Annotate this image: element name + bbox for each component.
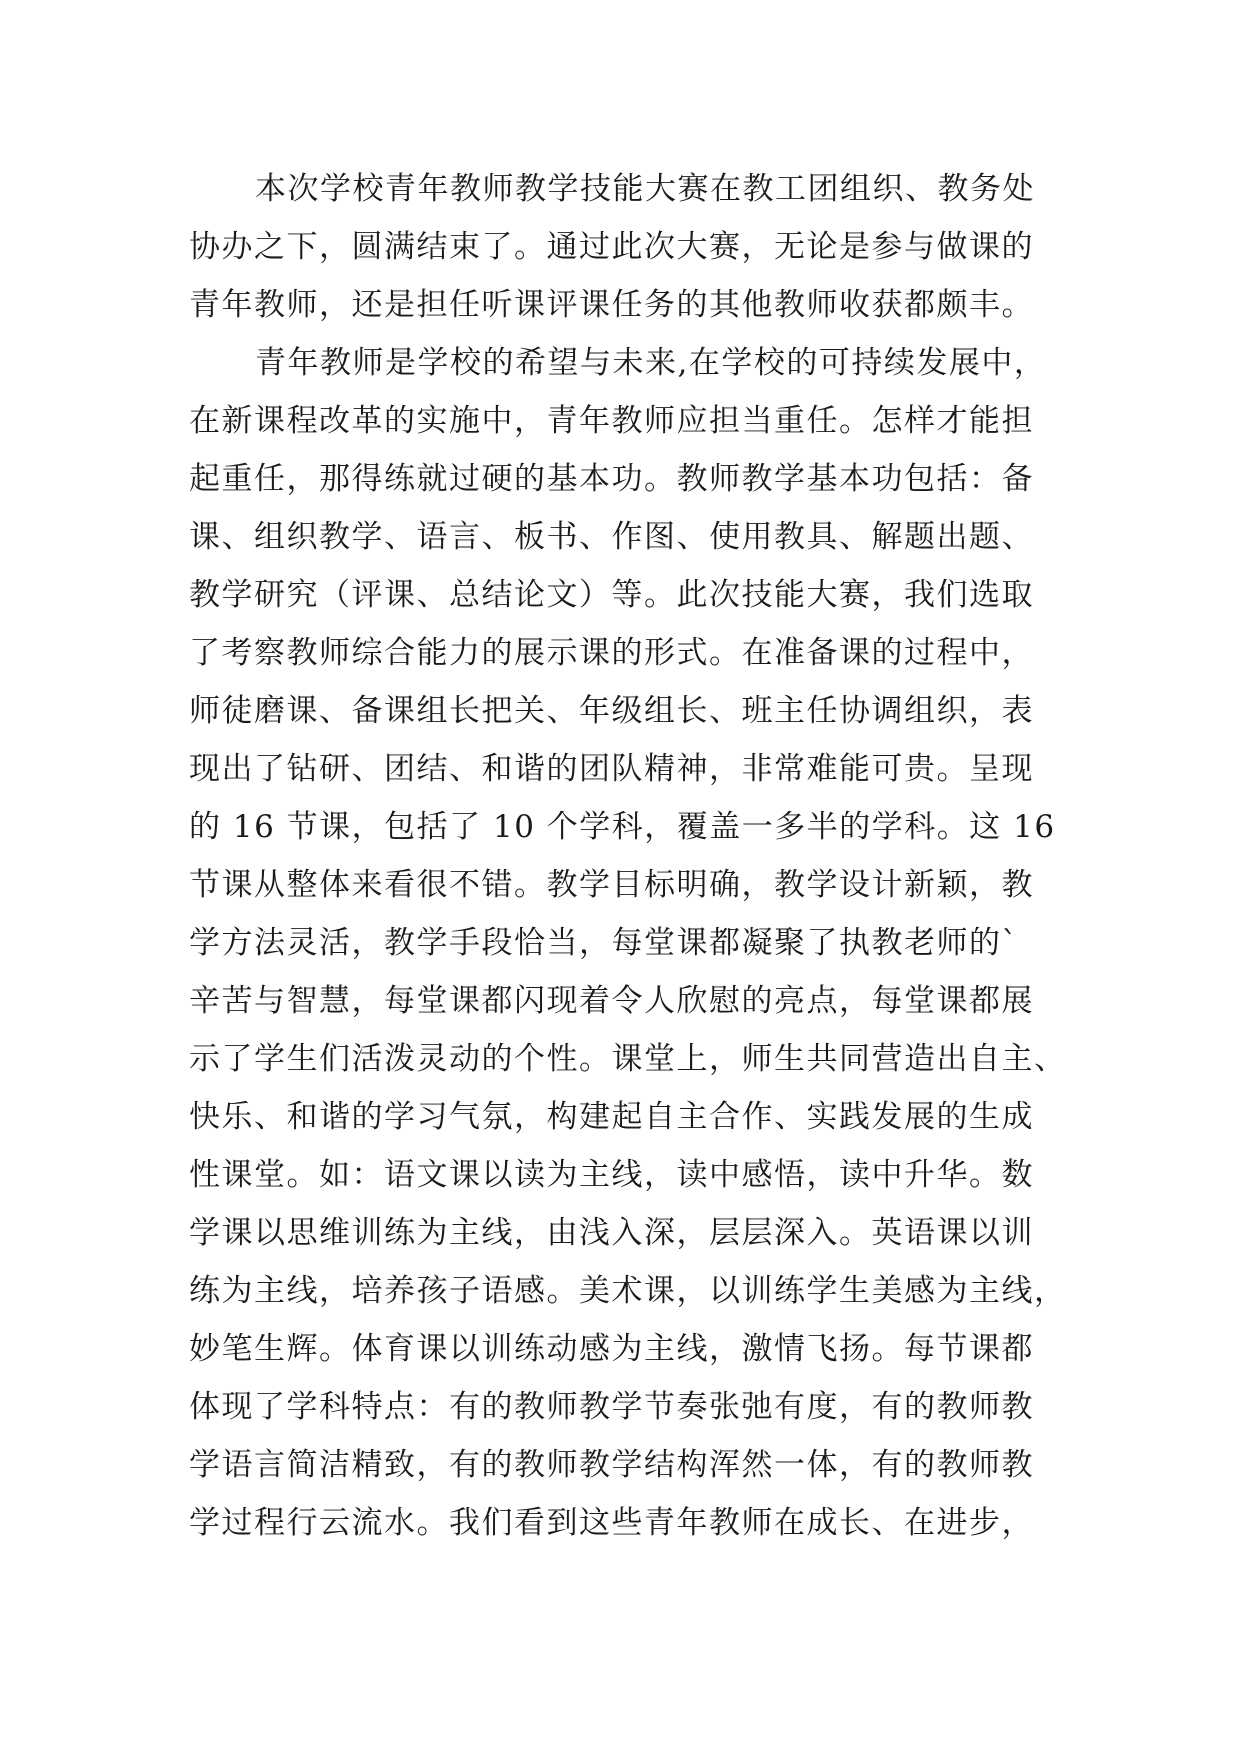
- text-line: 起重任，那得练就过硬的基本功。教师教学基本功包括：备: [189, 461, 1034, 497]
- text-line: 体现了学科特点：有的教师教学节奏张弛有度，有的教师教: [189, 1389, 1034, 1425]
- text-line: 了考察教师综合能力的展示课的形式。在准备课的过程中，: [189, 635, 1034, 671]
- text-line: 辛苦与智慧，每堂课都闪现着令人欣慰的亮点，每堂课都展: [189, 983, 1034, 1019]
- document-body: [189, 160, 1069, 1552]
- text-line: 青年教师，还是担任听课评课任务的其他教师收获都颇丰。: [189, 287, 1034, 323]
- text-line: 妙笔生辉。体育课以训练动感为主线，激情飞扬。每节课都: [189, 1331, 1034, 1367]
- text-line: 课、组织教学、语言、板书、作图、使用教具、解题出题、: [189, 519, 1034, 555]
- text-line: 学语言简洁精致，有的教师教学结构浑然一体，有的教师教: [189, 1447, 1034, 1483]
- text-line: 本次学校青年教师教学技能大赛在教工团组织、教务处: [255, 171, 1035, 207]
- text-line: 性课堂。如：语文课以读为主线，读中感悟，读中升华。数: [189, 1157, 1034, 1193]
- text-line: 练为主线，培养孩子语感。美术课，以训练学生美感为主线，: [189, 1273, 1067, 1309]
- text-line: 协办之下，圆满结束了。通过此次大赛，无论是参与做课的: [189, 229, 1034, 265]
- text-line: 的 16 节课，包括了 10 个学科，覆盖一多半的学科。这 16: [189, 809, 1056, 845]
- text-line: 学过程行云流水。我们看到这些青年教师在成长、在进步，: [189, 1505, 1034, 1541]
- text-line: 教学研究（评课、总结论文）等。此次技能大赛，我们选取: [189, 577, 1034, 613]
- text-line: 快乐、和谐的学习气氛，构建起自主合作、实践发展的生成: [189, 1099, 1034, 1135]
- text-line: 师徒磨课、备课组长把关、年级组长、班主任协调组织，表: [189, 693, 1034, 729]
- paragraph-2: [189, 334, 1069, 1552]
- text-line: 青年教师是学校的希望与未来,在学校的可持续发展中，: [255, 345, 1047, 381]
- paragraph-1: [189, 160, 1069, 334]
- text-line: 节课从整体来看很不错。教学目标明确，教学设计新颖，教: [189, 867, 1034, 903]
- text-line: 在新课程改革的实施中，青年教师应担当重任。怎样才能担: [189, 403, 1034, 439]
- text-line: 学课以思维训练为主线，由浅入深，层层深入。英语课以训: [189, 1215, 1034, 1251]
- text-line: 现出了钻研、团结、和谐的团队精神，非常难能可贵。呈现: [189, 751, 1034, 787]
- text-line: 示了学生们活泼灵动的个性。课堂上，师生共同营造出自主、: [189, 1041, 1067, 1077]
- text-line: 学方法灵活，教学手段恰当，每堂课都凝聚了执教老师的`: [189, 925, 1019, 961]
